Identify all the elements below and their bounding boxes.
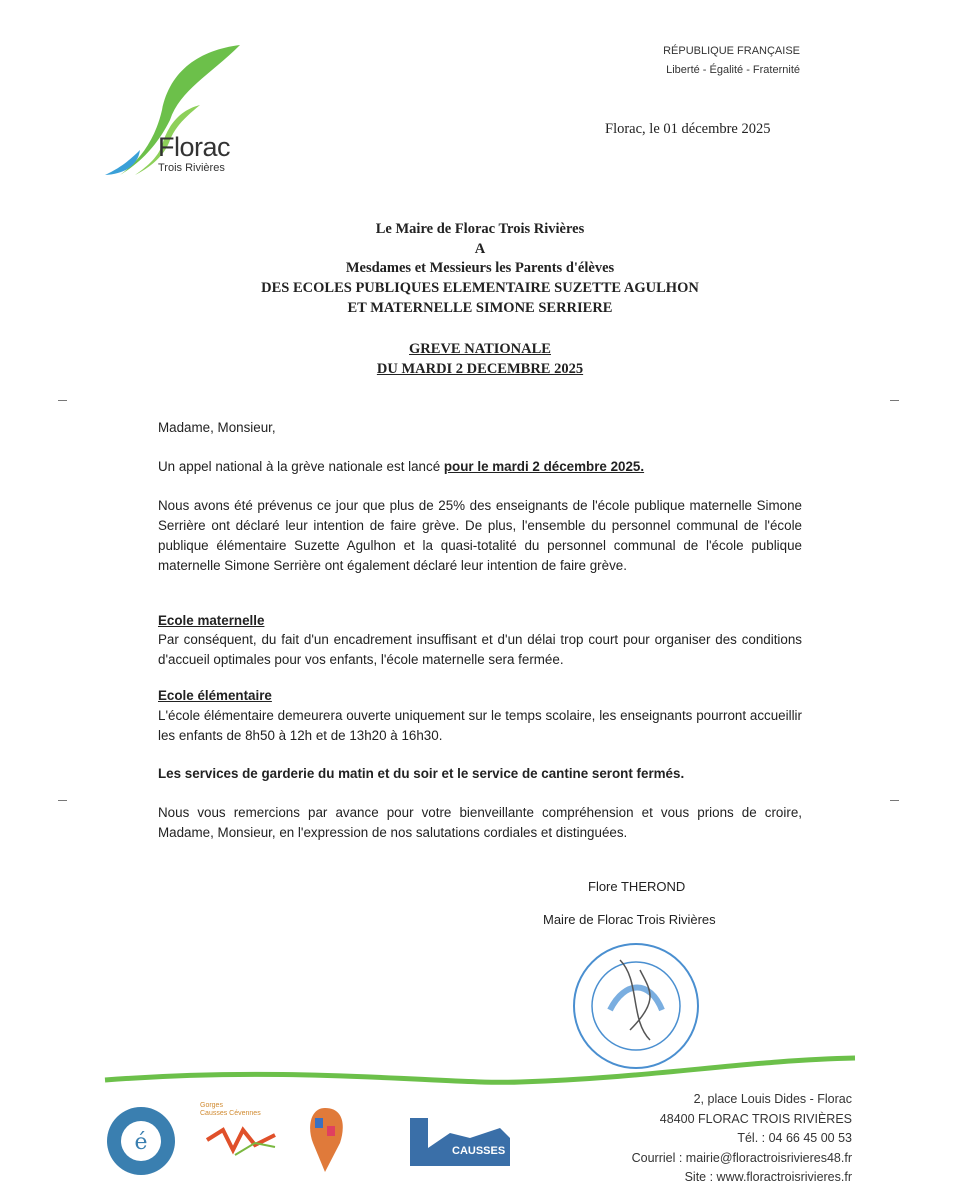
gorges-causses-cevennes-logo-icon <box>195 1095 285 1177</box>
logo-name: Florac <box>158 132 231 162</box>
republic-label: RÉPUBLIQUE FRANÇAISE <box>663 45 800 57</box>
svg-text:Gorges: Gorges <box>200 1102 223 1109</box>
svg-text:é: é <box>134 1130 148 1155</box>
republic-motto: Liberté - Égalité - Fraternité <box>666 64 800 76</box>
footer-contact <box>632 1090 852 1188</box>
strike-date: pour le mardi 2 décembre 2025. <box>443 459 645 474</box>
fold-mark <box>58 400 67 401</box>
svg-text:CAUSSES: CAUSSES <box>452 1145 506 1157</box>
text: Un appel national à la grève nationale est lancé <box>158 459 444 474</box>
fold-mark <box>890 400 899 401</box>
villages-etapes-logo-icon <box>105 1105 177 1177</box>
services-closed: Les services de garderie du matin et du soir et le service de cantine seront fermés. <box>158 766 685 781</box>
fold-mark <box>890 800 899 801</box>
paragraph-closing: Nous vous remercions par avance pour votre bienveillante compréhension et vous prions de croire, Madame, Monsieur, en l'expression de nos salutations cordiales et distinguées. <box>158 805 802 840</box>
paragraph-elementaire: L'école élémentaire demeurera ouverte uniquement sur le temps scolaire, les enseignants pourront accueillir les enfants de 8h50 à 12h et de 13h20 à 16h30. <box>158 708 802 743</box>
republic-header <box>663 42 800 80</box>
signatory-title: Maire de Florac Trois Rivières <box>543 912 716 927</box>
signatory-name: Flore THEROND <box>588 879 686 894</box>
subject-line: DU MARDI 2 DECEMBRE 2025 <box>376 360 584 377</box>
footer-address: 2, place Louis Dides - Florac <box>693 1092 852 1106</box>
to-word: A <box>474 240 486 257</box>
footer-website[interactable]: Site : www.floractroisrivieres.fr <box>684 1170 852 1184</box>
subject <box>0 340 960 379</box>
paragraph-notice: Nous avons été prévenus ce jour que plus de 25% des enseignants de l'école publique maternelle Simone Serrière ont déclaré leur intention de faire grève. De plus, l'ensemble du personnel communal de l'école publique élémentaire Suzette Agulhon et la quasi-totalité du personnel communal de l'école publique maternelle Simone Serrière ont également déclaré leur intention de faire grève. <box>158 498 802 573</box>
causses-cevennes-logo-icon <box>410 1118 510 1168</box>
salutation: Madame, Monsieur, <box>158 420 276 435</box>
recipient-line: ET MATERNELLE SIMONE SERRIERE <box>347 299 613 316</box>
heading-elementaire: Ecole élémentaire <box>158 688 272 703</box>
recipient-line: DES ECOLES PUBLIQUES ELEMENTAIRE SUZETTE AGULHON <box>261 280 699 297</box>
logo-subtitle: Trois Rivières <box>158 162 225 174</box>
subject-line: GREVE NATIONALE <box>409 341 551 357</box>
footer-phone: Tél. : 04 66 45 00 53 <box>737 1131 852 1145</box>
footer-email[interactable]: Courriel : mairie@floractroisrivieres48.fr <box>631 1150 852 1165</box>
recipient-line: Mesdames et Messieurs les Parents d'élèves <box>345 260 615 277</box>
paragraph-maternelle: Par conséquent, du fait d'un encadrement insuffisant et d'un délai trop court pour organiser des conditions d'accueil optimales pour vos enfants, l'école maternelle sera fermée. <box>158 632 802 667</box>
letter-date: Florac, le 01 décembre 2025 <box>605 121 771 137</box>
sender: Le Maire de Florac Trois Rivières <box>375 221 585 237</box>
svg-text:Causses Cévennes: Causses Cévennes <box>200 1110 261 1117</box>
footer-city: 48400 FLORAC TROIS RIVIÈRES <box>659 1111 852 1126</box>
mon-village-logo-icon <box>305 1108 385 1174</box>
address-block <box>0 220 960 319</box>
paragraph-strike-call <box>158 457 802 477</box>
fold-mark <box>58 800 67 801</box>
heading-maternelle: Ecole maternelle <box>158 613 265 628</box>
